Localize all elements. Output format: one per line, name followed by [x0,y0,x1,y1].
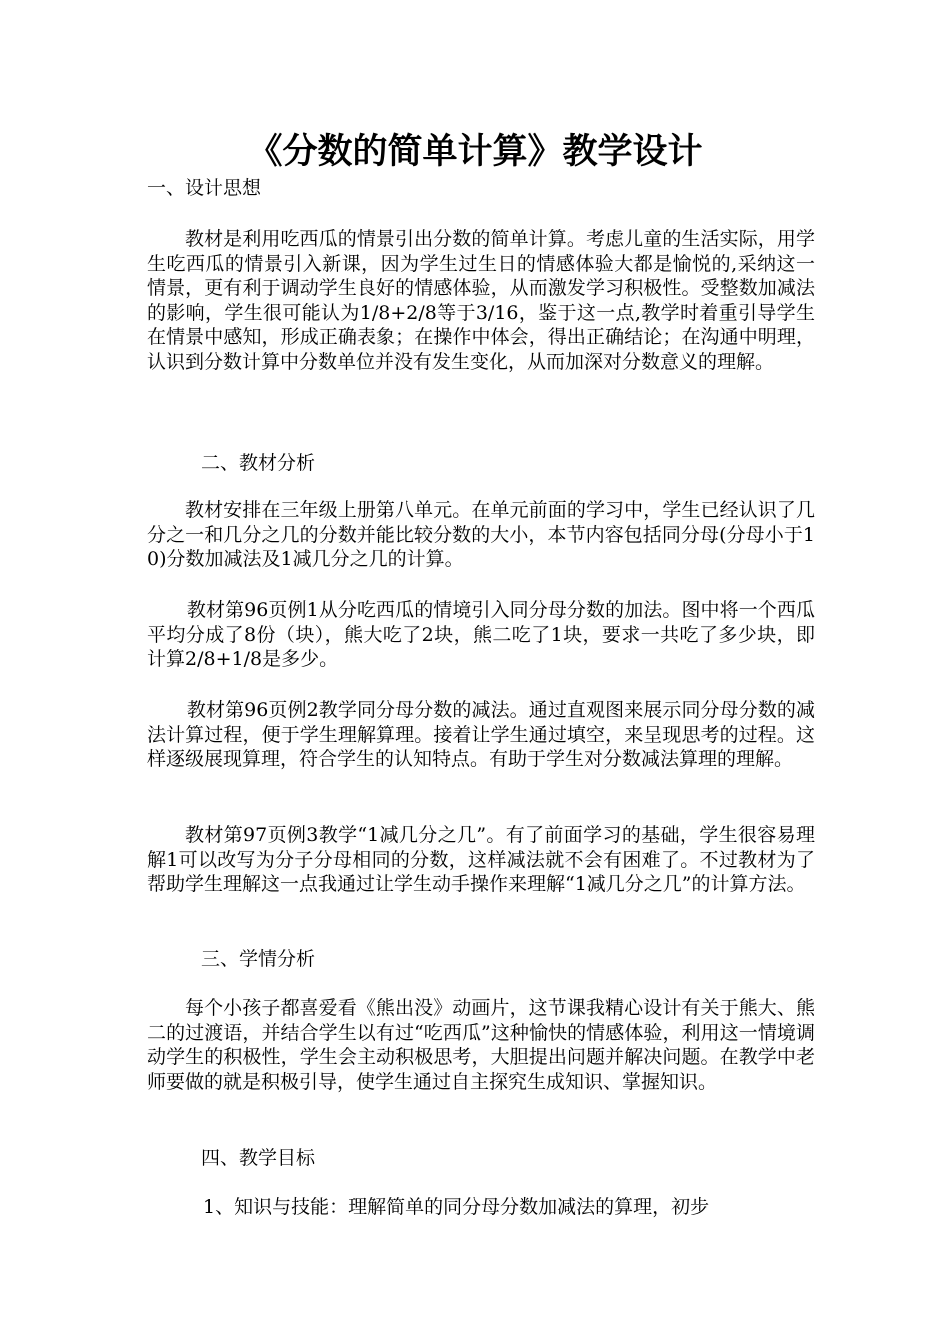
section-heading-design-idea: 一、设计思想 [147,177,262,199]
paragraph-example-1: 教材第96页例1从分吃西瓜的情境引入同分母分数的加法。图中将一个西瓜平均分成了8份（块），熊大吃了2块，熊二吃了1块，要求一共吃了多少块，即计算2/8+1/8是多少。 [147,599,815,670]
document-title: 《分数的简单计算》教学设计 [247,132,703,172]
paragraph-textbook-arrangement: 教材安排在三年级上册第八单元。在单元前面的学习中，学生已经认识了几分之一和几分之几的分数并能比较分数的大小，本节内容包括同分母(分母小于10)分数加减法及1减几分之几的计算。 [147,499,815,570]
paragraph-example-3: 教材第97页例3教学“1减几分之几”。有了前面学习的基础，学生很容易理解1可以改写为分子分母相同的分数，这样减法就不会有困难了。不过教材为了帮助学生理解这一点我通过让学生动手操作来理解“1减几分之几”的计算方法。 [147,824,815,895]
goal-item-knowledge-skills: 1、知识与技能：理解简单的同分母分数加减法的算理，初步 [203,1196,710,1218]
paragraph-design-idea: 教材是利用吃西瓜的情景引出分数的简单计算。考虑儿童的生活实际，用学生吃西瓜的情景引入新课，因为学生过生日的情感体验大都是愉悦的,采纳这一情景，更有利于调动学生良好的情感体验，从而激发学习积极性。受整数加减法的影响，学生很可能认为1/8+2/8等于3/16，鉴于这一点,教学时着重引导学生在情景中感知，形成正确表象；在操作中体会，得出正确结论；在沟通中明理，认识到分数计算中分数单位并没有发生变化，从而加深对分数意义的理解。 [147,228,815,373]
paragraph-student-analysis: 每个小孩子都喜爱看《熊出没》动画片，这节课我精心设计有关于熊大、熊二的过渡语，并结合学生以有过“吃西瓜”这种愉快的情感体验，利用这一情境调动学生的积极性，学生会主动积极思考，大胆提出问题并解决问题。在教学中老师要做的就是积极引导，使学生通过自主探究生成知识、掌握知识。 [147,997,815,1093]
section-heading-student-analysis: 三、学情分析 [201,948,316,970]
section-heading-teaching-goals: 四、教学目标 [201,1147,316,1169]
paragraph-example-2: 教材第96页例2教学同分母分数的减法。通过直观图来展示同分母分数的减法计算过程，便于学生理解算理。接着让学生通过填空，来呈现思考的过程。这样逐级展现算理，符合学生的认知特点。有助于学生对分数减法算理的理解。 [147,699,815,770]
section-heading-textbook-analysis: 二、教材分析 [201,452,316,474]
